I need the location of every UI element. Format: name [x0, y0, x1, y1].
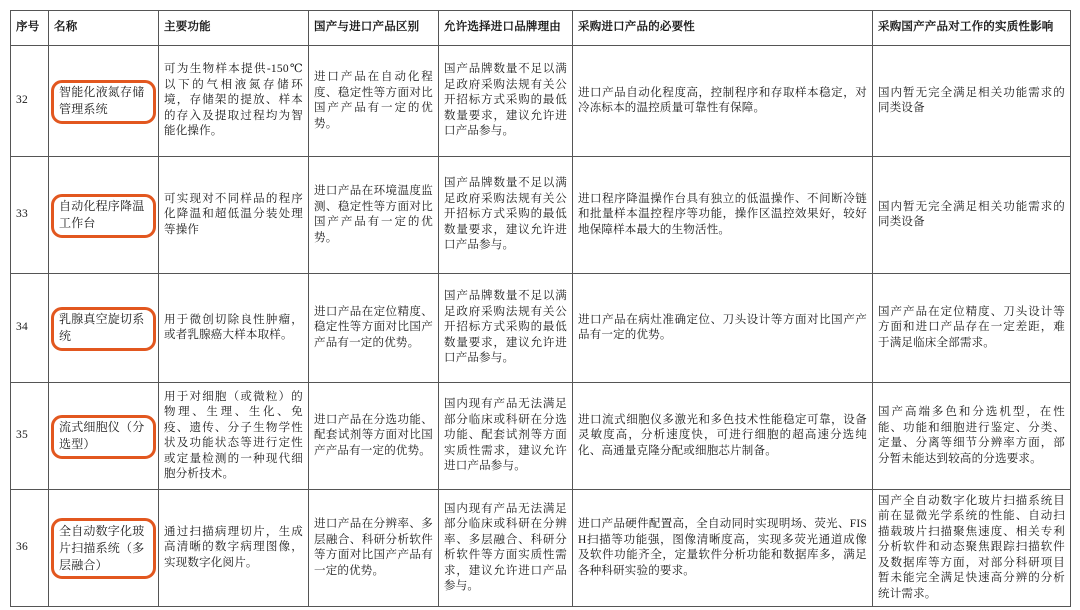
row-necessity-cell: 进口产品在病灶准确定位、刀头设计等方面对比国产产品有一定的优势。	[573, 274, 873, 383]
row-function-cell: 用于微创切除良性肿瘤，或者乳腺癌大样本取样。	[159, 274, 309, 383]
row-impact-cell: 国产全自动数字化玻片扫描系统目前在显微光学系统的性能、自动扫描载玻片扫描聚焦速度、相关专利分析软件和动态聚焦跟踪扫描软件及数据库等方面，对部分科研项目暂未能完全满足快速高分辨的分析统计需求。	[873, 490, 1071, 607]
row-difference-cell: 进口产品在定位精度、稳定性等方面对比国产产品有一定的优势。	[309, 274, 439, 383]
row-necessity-cell: 进口流式细胞仪多激光和多色技术性能稳定可靠，设备灵敏度高，分析速度快，可进行细胞的超高速分选纯化、高通量克隆分配或细胞芯片制备。	[573, 383, 873, 490]
row-name-text: 乳腺真空旋切系统	[59, 312, 145, 343]
row-index-cell: 35	[11, 383, 49, 490]
column-header-function: 主要功能	[159, 11, 309, 46]
row-reason-cell: 国内现有产品无法满足部分临床或科研在分选功能、配套试剂等方面实质性需求，建议允许进口产品参与。	[439, 383, 573, 490]
row-necessity-cell: 进口产品自动化程度高，控制程序和存取样本稳定，对冷冻标本的温控质量可靠性有保障。	[573, 46, 873, 157]
row-function-cell: 可实现对不同样品的程序化降温和超低温分装处理等操作	[159, 157, 309, 274]
row-reason-cell: 国产品牌数量不足以满足政府采购法规有关公开招标方式采购的最低数量要求，建议允许进口产品参与。	[439, 157, 573, 274]
column-header-difference: 国产与进口产品区别	[309, 11, 439, 46]
row-name-text: 流式细胞仪（分选型）	[59, 420, 145, 451]
row-function-cell: 通过扫描病理切片，生成高清晰的数字病理图像，实现数字化阅片。	[159, 490, 309, 607]
row-name-cell	[49, 157, 159, 274]
row-name-cell	[49, 46, 159, 157]
row-name-text: 自动化程序降温工作台	[59, 199, 145, 230]
table-row	[11, 157, 1071, 274]
column-header-reason: 允许选择进口品牌理由	[439, 11, 573, 46]
row-impact-cell: 国内暂无完全满足相关功能需求的同类设备	[873, 46, 1071, 157]
table-row	[11, 490, 1071, 607]
table-row	[11, 383, 1071, 490]
row-name-cell	[49, 490, 159, 607]
column-header-impact: 采购国产产品对工作的实质性影响	[873, 11, 1071, 46]
import-procurement-table	[10, 10, 1071, 607]
row-difference-cell: 进口产品在分辨率、多层融合、科研分析软件等方面对比国产产品有一定的优势。	[309, 490, 439, 607]
row-function-cell: 用于对细胞（或微粒）的物理、生理、生化、免疫、遗传、分子生物学性状及功能状态等进行定性或定量检测的一种现代细胞分析技术。	[159, 383, 309, 490]
row-index-cell: 32	[11, 46, 49, 157]
row-reason-cell: 国内现有产品无法满足部分临床或科研在分辨率、多层融合、科研分析软件等方面实质性需求，建议允许进口产品参与。	[439, 490, 573, 607]
row-difference-cell: 进口产品在环境温度监测、稳定性等方面对比国产产品有一定的优势。	[309, 157, 439, 274]
row-index-cell: 34	[11, 274, 49, 383]
table-header-row	[11, 11, 1071, 46]
table-header	[11, 11, 1071, 46]
row-name-text: 智能化液氮存储管理系统	[59, 85, 145, 116]
column-header-necessity: 采购进口产品的必要性	[573, 11, 873, 46]
row-difference-cell: 进口产品在自动化程度、稳定性等方面对比国产产品有一定的优势。	[309, 46, 439, 157]
column-header-name: 名称	[49, 11, 159, 46]
row-index-cell: 36	[11, 490, 49, 607]
row-impact-cell: 国产产品在定位精度、刀头设计等方面和进口产品存在一定差距，难于满足临床全部需求。	[873, 274, 1071, 383]
row-necessity-cell: 进口程序降温操作台具有独立的低温操作、不间断冷链和批量样本温控程序等功能，操作区温控效果好，较好地保障样本最大的生物活性。	[573, 157, 873, 274]
table-body	[11, 46, 1071, 607]
column-header-index: 序号	[11, 11, 49, 46]
row-necessity-cell: 进口产品硬件配置高，全自动同时实现明场、荧光、FISH扫描等功能强，图像清晰度高，实现多荧光通道成像及软件功能齐全，定量软件分析功能和数据库多，满足各种科研实验的要求。	[573, 490, 873, 607]
table-row	[11, 46, 1071, 157]
row-reason-cell: 国产品牌数量不足以满足政府采购法规有关公开招标方式采购的最低数量要求，建议允许进口产品参与。	[439, 274, 573, 383]
row-difference-cell: 进口产品在分选功能、配套试剂等方面对比国产产品有一定的优势。	[309, 383, 439, 490]
row-index-cell: 33	[11, 157, 49, 274]
table-row	[11, 274, 1071, 383]
row-name-cell	[49, 274, 159, 383]
row-reason-cell: 国产品牌数量不足以满足政府采购法规有关公开招标方式采购的最低数量要求，建议允许进口产品参与。	[439, 46, 573, 157]
row-impact-cell: 国内暂无完全满足相关功能需求的同类设备	[873, 157, 1071, 274]
row-function-cell: 可为生物样本提供-150℃以下的气相液氮存储环境，存储架的提放、样本的存入及提取过程均为智能化操作。	[159, 46, 309, 157]
row-impact-cell: 国产高端多色和分选机型，在性能、功能和细胞进行鉴定、分类、定量、分离等细节分辨率方面，部分暂未能达到较高的分选要求。	[873, 383, 1071, 490]
row-name-cell	[49, 383, 159, 490]
row-name-text: 全自动数字化玻片扫描系统（多层融合）	[59, 523, 145, 572]
